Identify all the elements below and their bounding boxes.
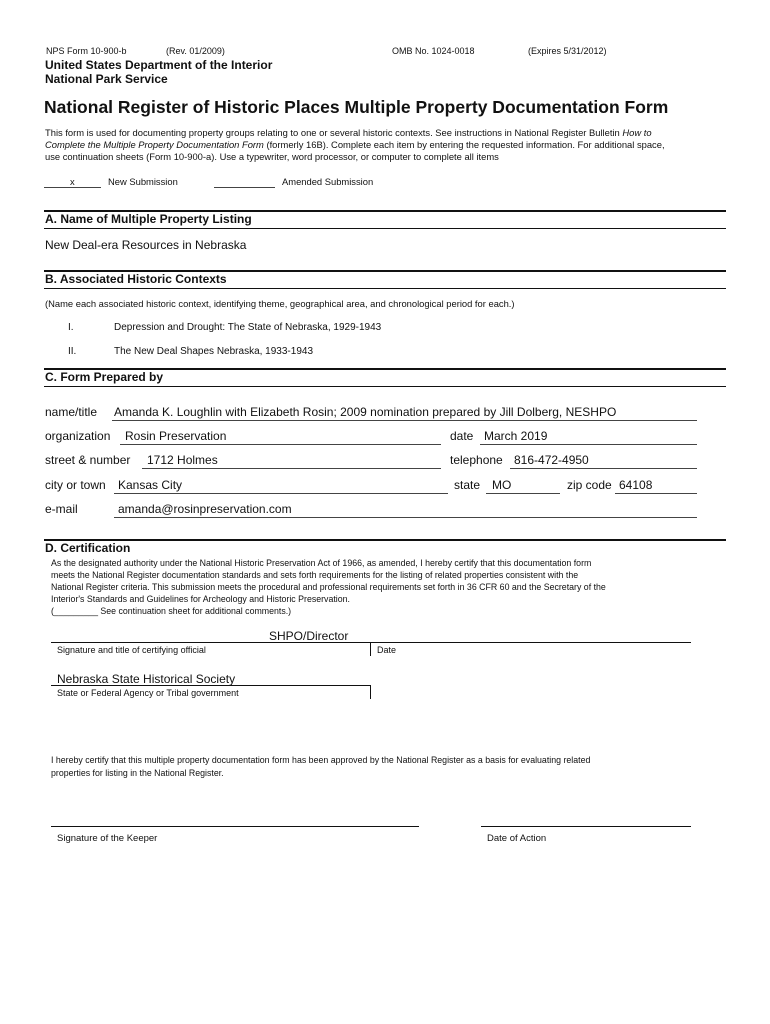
section-d-title: D. Certification	[45, 541, 131, 555]
amended-submission-label: Amended Submission	[282, 176, 374, 187]
certifying-official-title[interactable]: SHPO/Director	[269, 629, 349, 643]
signature-label: Signature and title of certifying official	[57, 645, 206, 655]
date-underline	[480, 444, 697, 445]
section-b-bottom-rule	[44, 288, 726, 289]
agency-line	[51, 685, 370, 686]
street-field[interactable]: 1712 Holmes	[147, 453, 218, 467]
intro-line1: This form is used for documenting property groups relating to one or several historic contexts. See instructions in National Register Bulletin	[45, 127, 623, 138]
street-label: street & number	[45, 453, 131, 467]
intro-line1-italic: How to	[622, 127, 652, 138]
intro-line2-italic: Complete the Multiple Property Documentation Form	[45, 139, 264, 150]
approval-statement	[51, 754, 590, 780]
section-c-title: C. Form Prepared by	[45, 370, 164, 384]
context-number: I.	[68, 322, 74, 333]
state-label: state	[454, 478, 481, 492]
state-field[interactable]: MO	[492, 478, 512, 492]
zip-underline	[615, 493, 697, 494]
zip-field[interactable]: 64108	[619, 478, 653, 492]
signature-date-divider	[370, 642, 371, 656]
city-field[interactable]: Kansas City	[118, 478, 183, 492]
section-b-instructions: (Name each associated historic context, identifying theme, geographical area, and chronological period for each.)	[45, 298, 515, 309]
email-underline	[114, 517, 697, 518]
expiration-date: (Expires 5/31/2012)	[528, 46, 607, 56]
street-underline	[142, 468, 441, 469]
section-c-bottom-rule	[44, 386, 726, 387]
department-name: United States Department of the Interior	[45, 58, 273, 72]
date-field[interactable]: March 2019	[484, 429, 548, 443]
name-title-underline	[112, 420, 697, 421]
keeper-signature-line	[51, 826, 419, 827]
agency-divider	[370, 685, 371, 699]
action-date-label: Date of Action	[487, 833, 547, 844]
context-number: II.	[68, 346, 77, 357]
email-label: e-mail	[45, 502, 78, 516]
section-a-title: A. Name of Multiple Property Listing	[45, 212, 252, 226]
new-submission-label: New Submission	[108, 176, 178, 187]
cert-date-label: Date	[377, 645, 397, 655]
date-label: date	[450, 429, 474, 443]
agency-label: State or Federal Agency or Tribal government	[57, 688, 239, 698]
certification-statement	[51, 557, 606, 617]
organization-field[interactable]: Rosin Preservation	[125, 429, 227, 443]
form-title: National Register of Historic Places Multiple Property Documentation Form	[44, 97, 669, 117]
telephone-field[interactable]: 816-472-4950	[514, 453, 589, 467]
zip-label: zip code	[567, 478, 612, 492]
cert-line: National Register criteria. This submission meets the procedural and professional requirements set forth in 36 CFR 60 and the Secretary of the	[51, 582, 606, 592]
omb-number: OMB No. 1024-0018	[392, 46, 475, 56]
section-d-top-rule	[44, 539, 726, 541]
section-b-title: B. Associated Historic Contexts	[45, 272, 227, 286]
form-revision: (Rev. 01/2009)	[166, 46, 225, 56]
organization-underline	[120, 444, 441, 445]
telephone-label: telephone	[450, 453, 503, 467]
new-submission-mark: x	[70, 176, 75, 187]
form-number: NPS Form 10-900-b	[46, 46, 127, 56]
amended-submission-blank[interactable]	[214, 187, 275, 188]
city-underline	[114, 493, 448, 494]
service-name: National Park Service	[45, 72, 168, 86]
cert-line: (_________ See continuation sheet for additional comments.)	[51, 606, 292, 616]
section-a-bottom-rule	[44, 228, 726, 229]
property-listing-name[interactable]: New Deal-era Resources in Nebraska	[45, 238, 247, 252]
historic-context[interactable]: The New Deal Shapes Nebraska, 1933-1943	[114, 346, 314, 357]
telephone-underline	[510, 468, 697, 469]
intro-text	[45, 127, 665, 163]
cert-line: As the designated authority under the National Historic Preservation Act of 1966, as amended, I hereby certify that this documentation form	[51, 558, 592, 568]
name-title-label: name/title	[45, 405, 98, 419]
historic-context[interactable]: Depression and Drought: The State of Nebraska, 1929-1943	[114, 322, 382, 333]
intro-line3: use continuation sheets (Form 10-900-a). Use a typewriter, word processor, or computer to complete all items	[45, 151, 499, 162]
state-underline	[486, 493, 560, 494]
cert-line: Interior's Standards and Guidelines for Archeology and Historic Preservation.	[51, 594, 350, 604]
action-date-line	[481, 826, 691, 827]
agency-field[interactable]: Nebraska State Historical Society	[57, 672, 236, 686]
cert-line: meets the National Register documentation standards and sets forth requirements for the listing of related properties consistent with the	[51, 570, 579, 580]
name-title-field[interactable]: Amanda K. Loughlin with Elizabeth Rosin; 2009 nomination prepared by Jill Dolberg, NESHPO	[114, 405, 617, 419]
signature-line	[51, 642, 691, 643]
keeper-label: Signature of the Keeper	[57, 833, 158, 844]
organization-label: organization	[45, 429, 111, 443]
city-label: city or town	[45, 478, 106, 492]
email-field[interactable]: amanda@rosinpreservation.com	[118, 502, 292, 516]
approval-line: properties for listing in the National Register.	[51, 768, 224, 778]
intro-line2: (formerly 16B). Complete each item by entering the requested information. For additional space,	[263, 139, 665, 150]
approval-line: I hereby certify that this multiple property documentation form has been approved by the National Register as a basis for evaluating related	[51, 755, 591, 765]
